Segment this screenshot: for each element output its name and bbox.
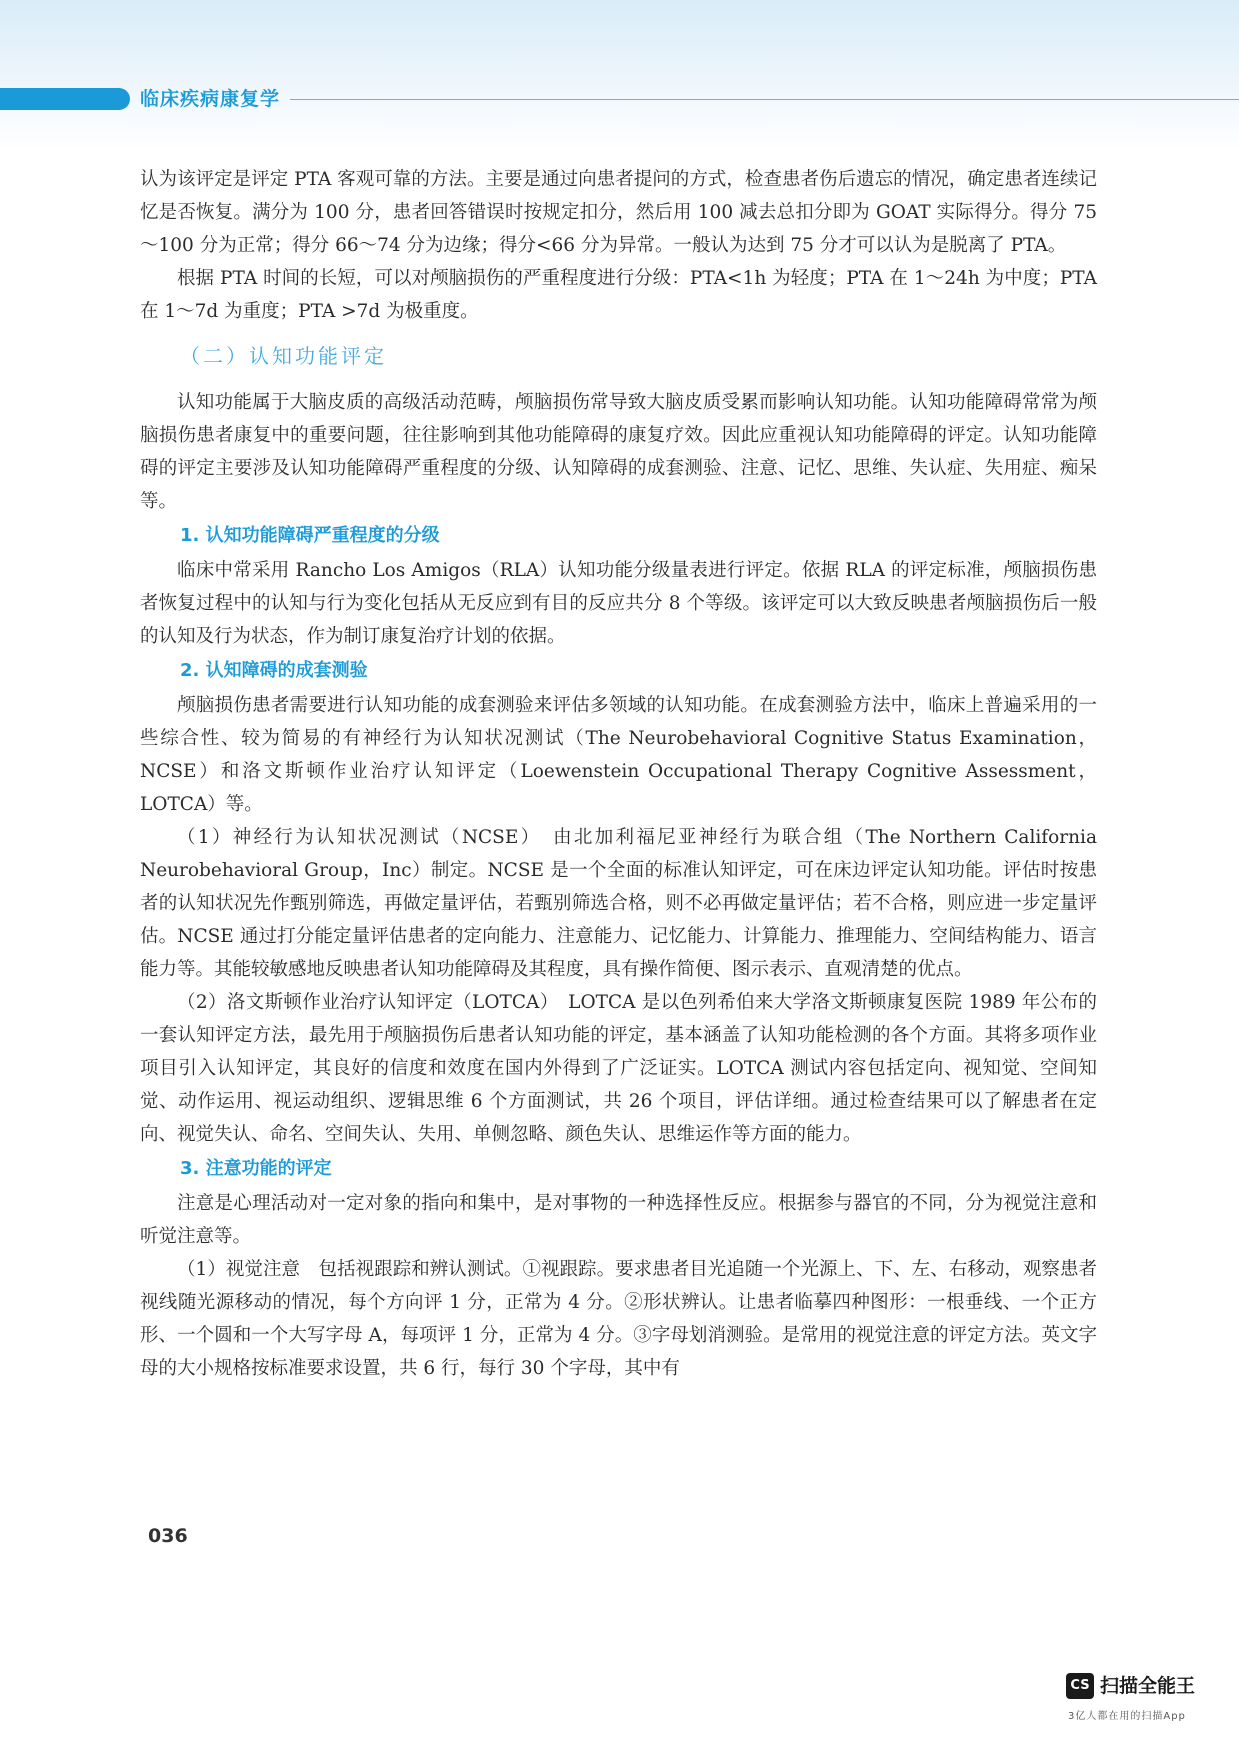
section-heading: （二）认知功能评定 (180, 344, 387, 368)
paragraph: 根据 PTA 时间的长短，可以对颅脑损伤的严重程度进行分级：PTA<1h 为轻度；PTA 在 1～24h 为中度；PTA 在 1～7d 为重度；PTA >7d 为极重度。 (140, 268, 1097, 322)
page-number: 036 (148, 1525, 188, 1547)
page-body (140, 163, 1097, 1385)
scanner-watermark (1066, 1673, 1226, 1733)
header-rule (290, 99, 1239, 100)
subsection-heading: 1. 认知功能障碍严重程度的分级 (180, 525, 440, 546)
watermark-tagline: 3亿人都在用的扫描App (1068, 1711, 1186, 1722)
paragraph: （2）洛文斯顿作业治疗认知评定（LOTCA） LOTCA 是以色列希伯来大学洛文斯顿康复医院 1989 年公布的一套认知评定方法，最先用于颅脑损伤后患者认知功能的评定，基本涵盖了认知功能检测的各个方面。其将多项作业项目引入认知评定，其良好的信度和效度在国内外得到了广泛证实。LOTCA 测试内容包括定向、视知觉、空间知觉、动作运用、视运动组织、逻辑思维 6 个方面测试，共 26 个项目，评估详细。通过检查结果可以了解患者在定向、视觉失认、命名、空间失认、失用、单侧忽略、颜色失认、思维运作等方面的能力。 (140, 992, 1097, 1145)
paragraph: 临床中常采用 Rancho Los Amigos（RLA）认知功能分级量表进行评定。依据 RLA 的评定标准，颅脑损伤患者恢复过程中的认知与行为变化包括从无反应到有目的反应共分 8 个等级。该评定可以大致反映患者颅脑损伤后一般的认知及行为状态，作为制订康复治疗计划的依据。 (140, 560, 1097, 647)
header-tab-marker (0, 88, 130, 110)
watermark-app-name: 扫描全能王 (1100, 1675, 1196, 1697)
paragraph: 认知功能属于大脑皮质的高级活动范畴，颅脑损伤常导致大脑皮质受累而影响认知功能。认知功能障碍常常为颅脑损伤患者康复中的重要问题，往往影响到其他功能障碍的康复疗效。因此应重视认知功能障碍的评定。认知功能障碍的评定主要涉及认知功能障碍严重程度的分级、认知障碍的成套测验、注意、记忆、思维、失认症、失用症、痴呆等。 (140, 392, 1097, 512)
paragraph: 颅脑损伤患者需要进行认知功能的成套测验来评估多领域的认知功能。在成套测验方法中，临床上普遍采用的一些综合性、较为简易的有神经行为认知状况测试（The Neurobehavioral Cognitive Status Examination，NCSE）和洛文斯顿作业治疗认知评定（Loewenstein Occupational Therapy Cognitive Assessment，LOTCA）等。 (140, 695, 1097, 815)
paragraph: 认为该评定是评定 PTA 客观可靠的方法。主要是通过向患者提问的方式，检查患者伤后遗忘的情况，确定患者连续记忆是否恢复。满分为 100 分，患者回答错误时按规定扣分，然后用 100 减去总扣分即为 GOAT 实际得分。得分 75～100 分为正常；得分 66～74 分为边缘；得分<66 分为异常。一般认为达到 75 分才可以认为是脱离了 PTA。 (140, 169, 1097, 256)
subsection-heading: 2. 认知障碍的成套测验 (180, 660, 368, 681)
paragraph: 注意是心理活动对一定对象的指向和集中，是对事物的一种选择性反应。根据参与器官的不同，分为视觉注意和听觉注意等。 (140, 1193, 1097, 1247)
subsection-heading: 3. 注意功能的评定 (180, 1158, 332, 1179)
paragraph: （1）视觉注意 包括视跟踪和辨认测试。①视跟踪。要求患者目光追随一个光源上、下、左、右移动，观察患者视线随光源移动的情况，每个方向评 1 分，正常为 4 分。②形状辨认。让患者临摹四种图形：一根垂线、一个正方形、一个圆和一个大写字母 A，每项评 1 分，正常为 4 分。③字母划消测验。是常用的视觉注意的评定方法。英文字母的大小规格按标准要求设置，共 6 行，每行 30 个字母，其中有 (140, 1259, 1097, 1379)
header-band (0, 0, 1239, 150)
camscanner-logo-icon: CS (1066, 1673, 1094, 1699)
paragraph: （1）神经行为认知状况测试（NCSE） 由北加利福尼亚神经行为联合组（The Northern California Neurobehavioral Group，Inc）制定。NCSE 是一个全面的标准认知评定，可在床边评定认知功能。评估时按患者的认知状况先作甄别筛选，再做定量评估，若甄别筛选合格，则不必再做定量评估；若不合格，则应进一步定量评估。NCSE 通过打分能定量评估患者的定向能力、注意能力、记忆能力、计算能力、推理能力、空间结构能力、语言能力等。其能较敏感地反映患者认知功能障碍及其程度，具有操作简便、图示表示、直观清楚的优点。 (140, 827, 1097, 980)
running-header-title: 临床疾病康复学 (140, 88, 281, 110)
